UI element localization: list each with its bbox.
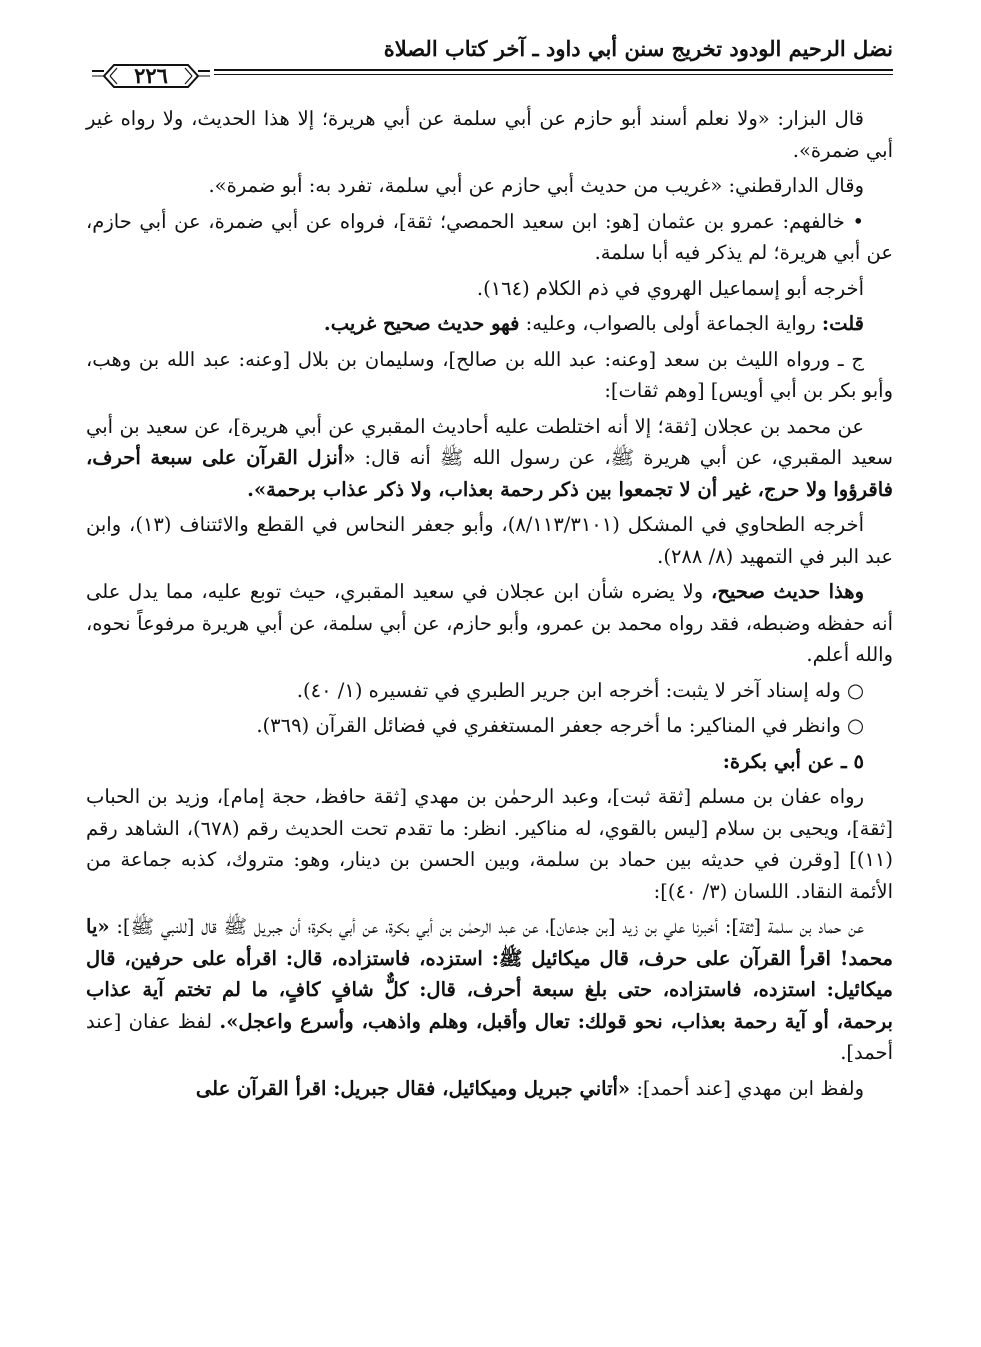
sahih-text: ولا يضره شأن ابن عجلان في سعيد المقبري، حيث توبع عليه، مما يدل على أنه حفظه وضبطه، فقد رواه محمد بن عمرو، وأبو حازم، عن أبي سلمة، عن أبي هريرة مرفوعاً نحوه، والله أعلم.: [86, 580, 893, 666]
paragraph-hammad: [86, 911, 893, 1069]
paragraph-affan: رواه عفان بن مسلم [ثقة ثبت]، وعبد الرحمٰن بن مهدي [ثقة حافظ، حجة إمام]، وزيد بن الحباب [ثقة]، ويحيى بن سلام [ليس بالقوي، له مناكير. انظر: ما تقدم تحت الحديث رقم (٦٧٨)، الشاهد رقم (١١)] [وقرن في حديثه بين حماد بن سلمة، وبين الحسن بن دينار، وهو: متروك، كذبه جماعة من الأئمة النقاد. اللسان (٣/ ٤٠)]:: [86, 785, 893, 903]
qultu-text: رواية الجماعة أولى بالصواب، وعليه:: [519, 312, 822, 335]
paragraph-mustaghfiri: ○ وانظر في المناكير: ما أخرجه جعفر المستغفري في فضائل القرآن (٣٦٩).: [256, 714, 864, 737]
section-heading-abu-bakrah: ٥ ـ عن أبي بكرة:: [722, 749, 864, 773]
ibn-mahdi-matn: «أتاني جبريل وميكائيل، فقال جبريل: اقرأ القرآن على: [195, 1076, 631, 1100]
qultu-label: قلت:: [821, 312, 864, 335]
page-number-ornament: [92, 62, 210, 90]
hammad-tail: لفظ عفان [عند أحمد].: [86, 1009, 893, 1064]
hammad-matn: «يا محمد! اقرأ القرآن على حرف، قال ميكائيل ﷺ: استزده، فاستزاده، قال: اقرأه على حرفين، قال ميكائيل: استزده، فاستزاده، حتى بلغ سبعة أحرف، قال: كلٌّ شافٍ كافٍ، ما لم تختم آية عذاب برحمة، أو آية رحمة بعذاب، نحو قولك: تعال وأقبل، وهلم واذهب، وأسرع واعجل».: [86, 915, 893, 1033]
qultu-verdict: فهو حديث صحيح غريب.: [323, 312, 520, 335]
paragraph-khalafahum: • خالفهم: عمرو بن عثمان [هو: ابن سعيد الحمصي؛ ثقة]، فرواه عن أبي ضمرة، عن أبي حازم، عن أبي هريرة؛ لم يذكر فيه أبا سلمة.: [86, 209, 893, 264]
page-header: [92, 24, 893, 94]
paragraph-tabari: ○ وله إسناد آخر لا يثبت: أخرجه ابن جرير الطبري في تفسيره (١/ ٤٠).: [296, 678, 864, 702]
hammad-isnad: عن حماد بن سلمة [ثقة]: أخبرنا علي بن زيد [بن جدعان]، عن عبد الرحمٰن بن أبي بكرة، عن أبي بكرة؛ أن جبريل ﷺ قال [للنبي ﷺ]:: [109, 915, 864, 938]
ibn-mahdi-text: ولفظ ابن مهدي [عند أحمد]:: [630, 1076, 864, 1100]
paragraph-layth: ج ـ ورواه الليث بن سعد [وعنه: عبد الله بن صالح]، وسليمان بن بلال [وعنه: عبد الله بن وهب، وأبو بكر بن أبي أويس] [وهم ثقات]:: [86, 347, 893, 402]
paragraph-tahawi: أخرجه الطحاوي في المشكل (٨/١١٣/٣١٠١)، وأبو جعفر النحاس في القطع والائتناف (١٣)، وابن عبد البر في التمهيد (٨/ ٢٨٨).: [86, 513, 893, 568]
hadith-matn: «أنزل القرآن على سبعة أحرف، فاقرؤوا ولا حرج، غير أن لا تجمعوا بين ذكر رحمة بعذاب، ولا ذكر عذاب برحمة».: [86, 446, 893, 501]
paragraph-harawi: أخرجه أبو إسماعيل الهروي في ذم الكلام (١٦٤).: [476, 276, 864, 300]
page-body: [86, 103, 893, 1108]
paragraph-ibn-ajlan: [86, 411, 893, 506]
header-rule: [92, 69, 893, 79]
paragraph-sahih: [86, 576, 893, 671]
sahih-verdict: وهذا حديث صحيح،: [711, 580, 864, 603]
running-title: نضل الرحيم الودود تخريج سنن أبي داود ـ آخر كتاب الصلاة: [383, 36, 893, 61]
paragraph-daraqutni: وقال الدارقطني: «غريب من حديث أبي حازم عن أبي سلمة، تفرد به: أبو ضمرة».: [208, 174, 864, 197]
paragraph-qultu: [86, 308, 893, 340]
page-number: ٢٢٦: [134, 63, 168, 88]
isnad-text: عن محمد بن عجلان [ثقة؛ إلا أنه اختلطت عليه أحاديث المقبري عن أبي هريرة]، عن سعيد بن أبي سعيد المقبري، عن أبي هريرة ﷺ، عن رسول الله ﷺ أنه قال:: [86, 414, 893, 469]
paragraph-bazzar: قال البزار: «ولا نعلم أسند أبو حازم عن أبي سلمة عن أبي هريرة؛ إلا هذا الحديث، ولا رواه غير أبي ضمرة».: [86, 107, 893, 162]
paragraph-ibn-mahdi: [86, 1073, 893, 1105]
